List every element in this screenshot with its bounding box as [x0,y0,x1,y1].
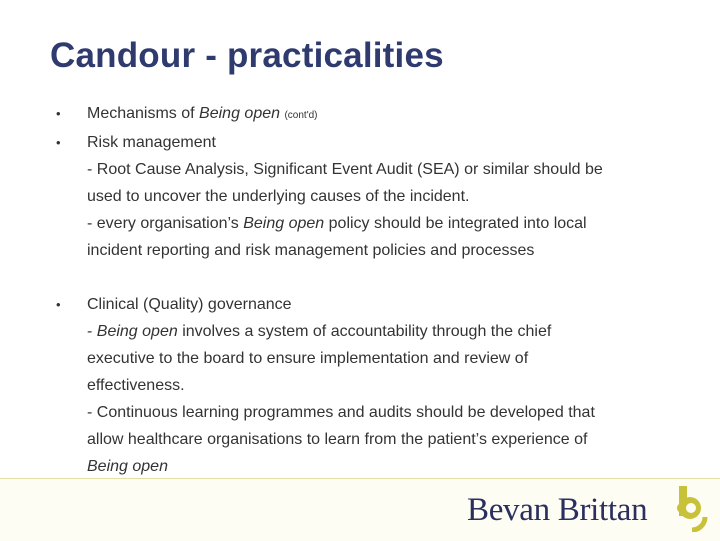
list-item-detail: - Root Cause Analysis, Significant Event Audit (SEA) or similar should be [87,161,603,178]
slide-title: Candour - practicalities [50,36,444,75]
bullet-marker: • [56,135,61,150]
list-item-detail: - Continuous learning programmes and audits should be developed that [87,404,595,421]
bullet-marker: • [56,106,61,121]
list-item-detail: executive to the board to ensure implementation and review of [87,350,529,367]
list-item-detail: Being open [87,458,168,475]
logo-mark-icon [675,486,709,532]
list-item-label: Risk management [87,134,216,151]
logo-wordmark: Bevan Brittan [467,492,648,528]
bevan-brittan-logo [467,490,712,534]
list-item: • Mechanisms of Being open (cont'd) [56,100,696,129]
list-item-detail: allow healthcare organisations to learn from the patient’s experience of [87,431,588,448]
list-item-label: Clinical (Quality) governance [87,296,292,313]
bullet-marker: • [56,297,61,312]
list-item-detail: - every organisation’s Being open policy should be integrated into local [87,215,587,232]
list-item-detail: effectiveness. [87,377,185,394]
list-item [56,129,696,156]
list-item-detail: - Being open involves a system of accountability through the chief [87,323,552,340]
list-item-detail: incident reporting and risk management policies and processes [87,242,535,259]
list-item-detail: used to uncover the underlying causes of the incident. [87,188,470,205]
slide-body [56,100,696,480]
list-item [56,291,696,318]
